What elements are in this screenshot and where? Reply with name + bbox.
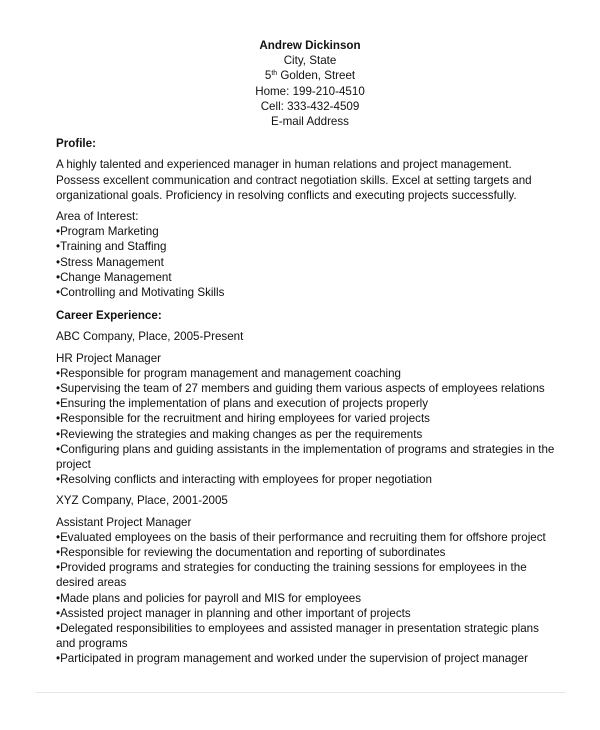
job-company: XYZ Company, Place, 2001-2005 <box>56 494 228 508</box>
list-item: • Responsible for program management and management coaching <box>56 366 556 381</box>
list-item: • Participated in program management and worked under the supervision of project manager <box>56 651 556 666</box>
page-divider <box>36 692 566 693</box>
candidate-name: Andrew Dickinson <box>259 39 361 52</box>
list-item: • Delegated responsibilities to employees and assisted manager in presentation strategic plans and programs <box>56 621 556 651</box>
city-state: City, State <box>283 54 337 68</box>
job-role: Assistant Project Manager <box>56 515 192 529</box>
job-duties-list <box>56 366 556 488</box>
interest-label: Area of Interest: <box>56 209 139 223</box>
street-address: 5th Golden, Street <box>264 69 356 83</box>
list-item: • Supervising the team of 27 members and guiding them various aspects of employees relations <box>56 381 556 396</box>
interest-list <box>56 224 556 300</box>
home-phone: Home: 199-210-4510 <box>255 84 365 98</box>
list-item: • Responsible for reviewing the documentation and reporting of subordinates <box>56 545 556 560</box>
contact-header <box>64 38 556 129</box>
list-item: • Responsible for the recruitment and hiring employees for varied projects <box>56 411 556 426</box>
list-item: • Change Management <box>56 270 556 285</box>
list-item: • Resolving conflicts and interacting with employees for proper negotiation <box>56 472 556 487</box>
list-item: • Stress Management <box>56 255 556 270</box>
list-item: • Assisted project manager in planning and other important of projects <box>56 606 556 621</box>
profile-heading: Profile: <box>56 137 96 151</box>
career-heading: Career Experience: <box>56 309 162 323</box>
job-role: HR Project Manager <box>56 351 162 365</box>
list-item: • Reviewing the strategies and making changes as per the requirements <box>56 427 556 442</box>
list-item: • Configuring plans and guiding assistants in the implementation of programs and strategies in the project <box>56 442 556 472</box>
list-item: • Training and Staffing <box>56 239 556 254</box>
list-item: • Program Marketing <box>56 224 556 239</box>
email-address: E-mail Address <box>271 114 349 128</box>
list-item: • Ensuring the implementation of plans and execution of projects properly <box>56 396 556 411</box>
list-item: • Provided programs and strategies for conducting the training sessions for employees in the desired areas <box>56 560 556 590</box>
list-item: • Controlling and Motivating Skills <box>56 285 556 300</box>
list-item: • Evaluated employees on the basis of their performance and recruiting them for offshore project <box>56 530 556 545</box>
job-company: ABC Company, Place, 2005-Present <box>56 330 244 344</box>
resume-page <box>56 38 556 667</box>
cell-phone: Cell: 333-432-4509 <box>260 99 360 113</box>
list-item: • Made plans and policies for payroll and MIS for employees <box>56 591 556 606</box>
profile-summary: A highly talented and experienced manager in human relations and project management. Possess excellent communication and contract negotiation skills. Excel at setting targets and organizational goals. Proficiency in resolving conflicts and executing projects successfully. <box>56 158 532 202</box>
job-duties-list <box>56 530 556 667</box>
